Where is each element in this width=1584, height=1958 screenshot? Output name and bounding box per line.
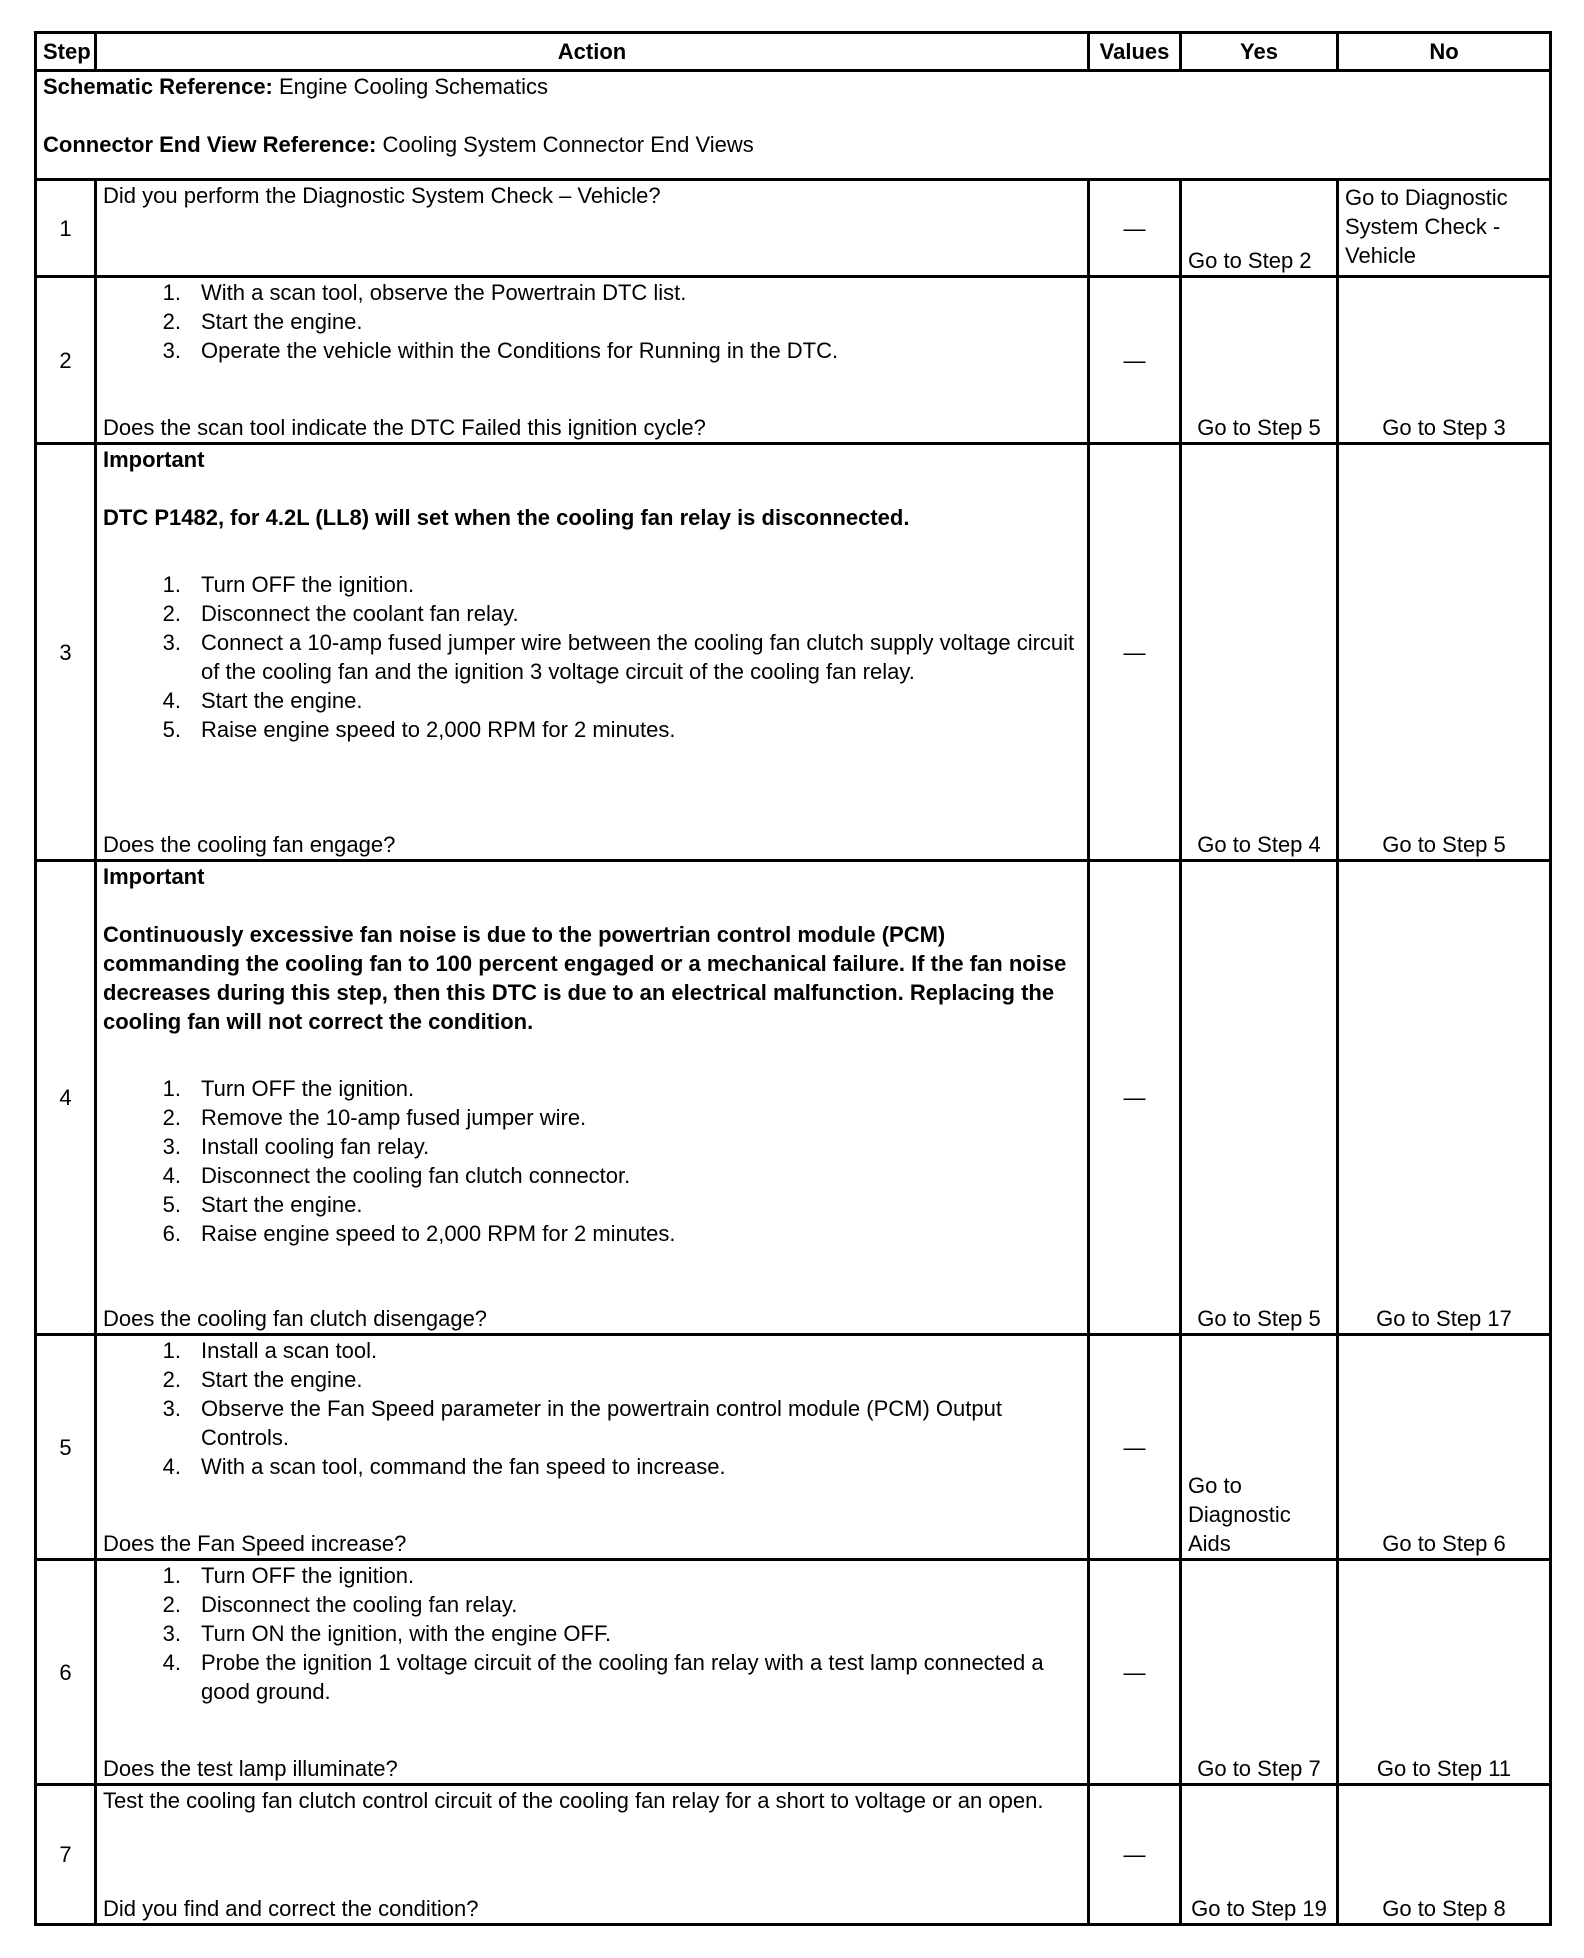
no-cell[interactable]: Go to Step 5 <box>1338 444 1551 861</box>
action-cell <box>96 1560 1089 1785</box>
list-item: 2. Disconnect the coolant fan relay. <box>162 601 519 626</box>
yes-cell[interactable]: Go to Step 4 <box>1181 444 1338 861</box>
header-values: Values <box>1089 33 1181 71</box>
step-number: 1 <box>36 180 96 277</box>
connector-reference-link[interactable]: Cooling System Connector End Views <box>376 132 754 157</box>
no-cell[interactable]: Go to Step 17 <box>1338 861 1551 1335</box>
step-number: 4 <box>36 861 96 1335</box>
important-heading: Important <box>103 447 205 472</box>
values-cell: — <box>1089 277 1181 444</box>
connector-reference-label: Connector End View Reference: <box>43 132 377 157</box>
diagnostic-table-sheet <box>34 31 1549 1958</box>
table-row-step-5 <box>36 1335 1551 1560</box>
no-cell[interactable]: Go to Step 8 <box>1338 1785 1551 1925</box>
list-item: 2. Disconnect the cooling fan relay. <box>162 1592 518 1617</box>
procedure-list <box>103 1336 1081 1481</box>
action-cell <box>96 180 1089 277</box>
yes-cell[interactable]: Go to Step 19 <box>1181 1785 1338 1925</box>
action-cell <box>96 444 1089 861</box>
list-item: 6. Raise engine speed to 2,000 RPM for 2 minutes. <box>162 1221 676 1246</box>
list-item: 1. Install a scan tool. <box>162 1338 378 1363</box>
values-cell: — <box>1089 1785 1181 1925</box>
list-item: 3. Turn ON the ignition, with the engine OFF. <box>162 1621 612 1646</box>
yes-cell[interactable]: Go to Step 5 <box>1181 277 1338 444</box>
list-item: 4. With a scan tool, command the fan speed to increase. <box>162 1454 726 1479</box>
table-row-step-3 <box>36 444 1551 861</box>
reference-row <box>36 71 1551 180</box>
header-yes: Yes <box>1181 33 1338 71</box>
values-cell: — <box>1089 861 1181 1335</box>
action-cell <box>96 1335 1089 1560</box>
header-no: No <box>1338 33 1551 71</box>
schematic-reference <box>43 72 1543 101</box>
list-item: 3. Connect a 10-amp fused jumper wire between the cooling fan clutch supply voltage circuit of the cooling fan and the ignition 3 voltage circuit of the cooling fan relay. <box>162 630 1075 684</box>
values-cell: — <box>1089 180 1181 277</box>
action-cell <box>96 861 1089 1335</box>
no-cell[interactable]: Go to Step 11 <box>1338 1560 1551 1785</box>
table-row-step-4 <box>36 861 1551 1335</box>
table-row-step-1 <box>36 180 1551 277</box>
list-item: 5. Start the engine. <box>162 1192 363 1217</box>
step-number: 7 <box>36 1785 96 1925</box>
action-text: Did you perform the Diagnostic System Check – Vehicle? <box>103 183 661 208</box>
procedure-list <box>103 1561 1081 1706</box>
list-item: 1. Turn OFF the ignition. <box>162 572 415 597</box>
list-item: 2. Start the engine. <box>162 1367 363 1392</box>
yes-cell[interactable]: Go to Step 2 <box>1181 180 1338 277</box>
procedure-list <box>103 570 1081 744</box>
list-item: 4. Start the engine. <box>162 688 363 713</box>
list-item: 4. Disconnect the cooling fan clutch connector. <box>162 1163 631 1188</box>
yes-cell[interactable]: Go to Step 7 <box>1181 1560 1338 1785</box>
important-note: DTC P1482, for 4.2L (LL8) will set when the cooling fan relay is disconnected. <box>103 505 910 530</box>
no-cell[interactable]: Go to Step 6 <box>1338 1335 1551 1560</box>
list-item: 2. Start the engine. <box>162 309 363 334</box>
question-text: Does the Fan Speed increase? <box>103 1531 407 1556</box>
action-text: Test the cooling fan clutch control circuit of the cooling fan relay for a short to voltage or an open. <box>103 1788 1044 1813</box>
header-action: Action <box>96 33 1089 71</box>
schematic-reference-link[interactable]: Engine Cooling Schematics <box>272 74 549 99</box>
procedure-list <box>103 278 1081 365</box>
procedure-list <box>103 1074 1081 1248</box>
list-item: 1. With a scan tool, observe the Powertrain DTC list. <box>162 280 687 305</box>
yes-cell[interactable]: Go to Diagnostic Aids <box>1181 1335 1338 1560</box>
no-cell[interactable]: Go to Diagnostic System Check - Vehicle <box>1338 180 1551 277</box>
list-item: 3. Operate the vehicle within the Conditions for Running in the DTC. <box>162 338 839 363</box>
table-row-step-7 <box>36 1785 1551 1925</box>
list-item: 3. Observe the Fan Speed parameter in the powertrain control module (PCM) Output Controls. <box>162 1396 1002 1450</box>
table-row-step-2 <box>36 277 1551 444</box>
action-cell <box>96 277 1089 444</box>
list-item: 3. Install cooling fan relay. <box>162 1134 430 1159</box>
no-cell[interactable]: Go to Step 3 <box>1338 277 1551 444</box>
step-number: 2 <box>36 277 96 444</box>
values-cell: — <box>1089 1560 1181 1785</box>
question-text: Does the scan tool indicate the DTC Failed this ignition cycle? <box>103 415 706 440</box>
header-step: Step <box>36 33 96 71</box>
list-item: 1. Turn OFF the ignition. <box>162 1563 415 1588</box>
table-header-row <box>36 33 1551 71</box>
question-text: Does the test lamp illuminate? <box>103 1756 398 1781</box>
list-item: 4. Probe the ignition 1 voltage circuit of the cooling fan relay with a test lamp connected a good ground. <box>162 1650 1044 1704</box>
step-number: 6 <box>36 1560 96 1785</box>
values-cell: — <box>1089 1335 1181 1560</box>
diagnostic-table <box>34 31 1552 1926</box>
step-number: 3 <box>36 444 96 861</box>
schematic-reference-label: Schematic Reference: <box>43 74 273 99</box>
reference-cell <box>36 71 1551 180</box>
action-cell <box>96 1785 1089 1925</box>
question-text: Does the cooling fan engage? <box>103 832 396 857</box>
yes-cell[interactable]: Go to Step 5 <box>1181 861 1338 1335</box>
question-text: Does the cooling fan clutch disengage? <box>103 1306 488 1331</box>
list-item: 2. Remove the 10-amp fused jumper wire. <box>162 1105 587 1130</box>
question-text: Did you find and correct the condition? <box>103 1896 479 1921</box>
table-row-step-6 <box>36 1560 1551 1785</box>
step-number: 5 <box>36 1335 96 1560</box>
values-cell: — <box>1089 444 1181 861</box>
connector-reference <box>43 130 1543 159</box>
list-item: 5. Raise engine speed to 2,000 RPM for 2 minutes. <box>162 717 676 742</box>
important-note: Continuously excessive fan noise is due to the powertrian control module (PCM) commanding the cooling fan to 100 percent engaged or a mechanical failure. If the fan noise decreases during this step, then this DTC is due to an electrical malfunction. Replacing the cooling fan will not correct the condition. <box>103 922 1067 1034</box>
important-heading: Important <box>103 864 205 889</box>
list-item: 1. Turn OFF the ignition. <box>162 1076 415 1101</box>
